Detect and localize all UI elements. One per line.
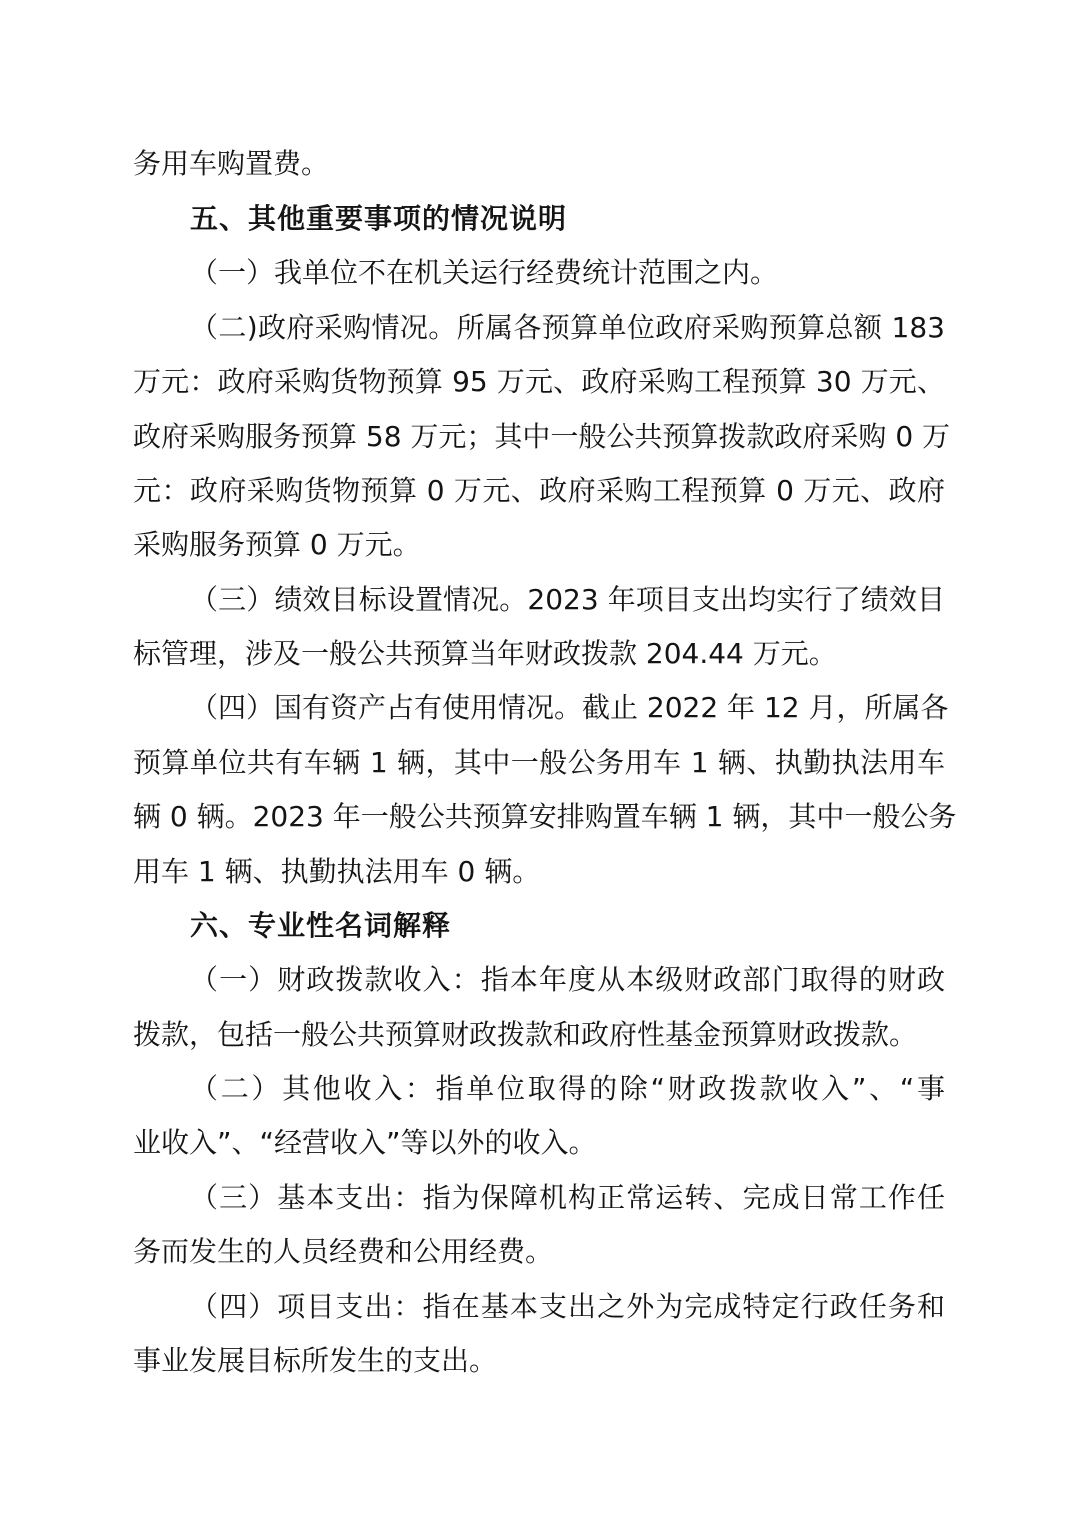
paragraph-line: 政府采购服务预算 58 万元；其中一般公共预算拨款政府采购 0 万	[133, 420, 951, 453]
paragraph-line: （一）我单位不在机关运行经费统计范围之内。	[190, 256, 779, 289]
paragraph-line: 务而发生的人员经费和公用经费。	[133, 1235, 554, 1268]
paragraph-line: 采购服务预算 0 万元。	[133, 528, 421, 561]
paragraph-line: （三）基本支出：指为保障机构正常运转、完成日常工作任	[190, 1181, 945, 1214]
paragraph-line: （三）绩效目标设置情况。2023 年项目支出均实行了绩效目	[190, 583, 945, 616]
section-heading-six: 六、专业性名词解释	[190, 909, 452, 942]
paragraph-line: 辆 0 辆。2023 年一般公共预算安排购置车辆 1 辆，其中一般公务	[133, 800, 957, 833]
paragraph-line: （一）财政拨款收入：指本年度从本级财政部门取得的财政	[190, 963, 945, 996]
paragraph-line: （四）项目支出：指在基本支出之外为完成特定行政任务和	[190, 1290, 945, 1323]
paragraph-line: 业收入”、“经营收入”等以外的收入。	[133, 1126, 597, 1159]
paragraph-line: 务用车购置费。	[133, 147, 330, 180]
paragraph-line: （二)政府采购情况。所属各预算单位政府采购预算总额 183	[190, 311, 945, 344]
section-heading-five: 五、其他重要事项的情况说明	[190, 202, 568, 235]
paragraph-line: 标管理，涉及一般公共预算当年财政拨款 204.44 万元。	[133, 637, 837, 670]
paragraph-line: （四）国有资产占有使用情况。截止 2022 年 12 月，所属各	[190, 691, 949, 724]
paragraph-line: 预算单位共有车辆 1 辆，其中一般公务用车 1 辆、执勤执法用车	[133, 746, 945, 779]
paragraph-line: （二）其他收入：指单位取得的除“财政拨款收入”、“事	[190, 1072, 945, 1105]
paragraph-line: 万元：政府采购货物预算 95 万元、政府采购工程预算 30 万元、	[133, 365, 945, 398]
paragraph-line: 事业发展目标所发生的支出。	[133, 1344, 498, 1377]
paragraph-line: 元：政府采购货物预算 0 万元、政府采购工程预算 0 万元、政府	[133, 474, 945, 507]
paragraph-line: 拨款，包括一般公共预算财政拨款和政府性基金预算财政拨款。	[133, 1018, 918, 1051]
paragraph-line: 用车 1 辆、执勤执法用车 0 辆。	[133, 855, 541, 888]
